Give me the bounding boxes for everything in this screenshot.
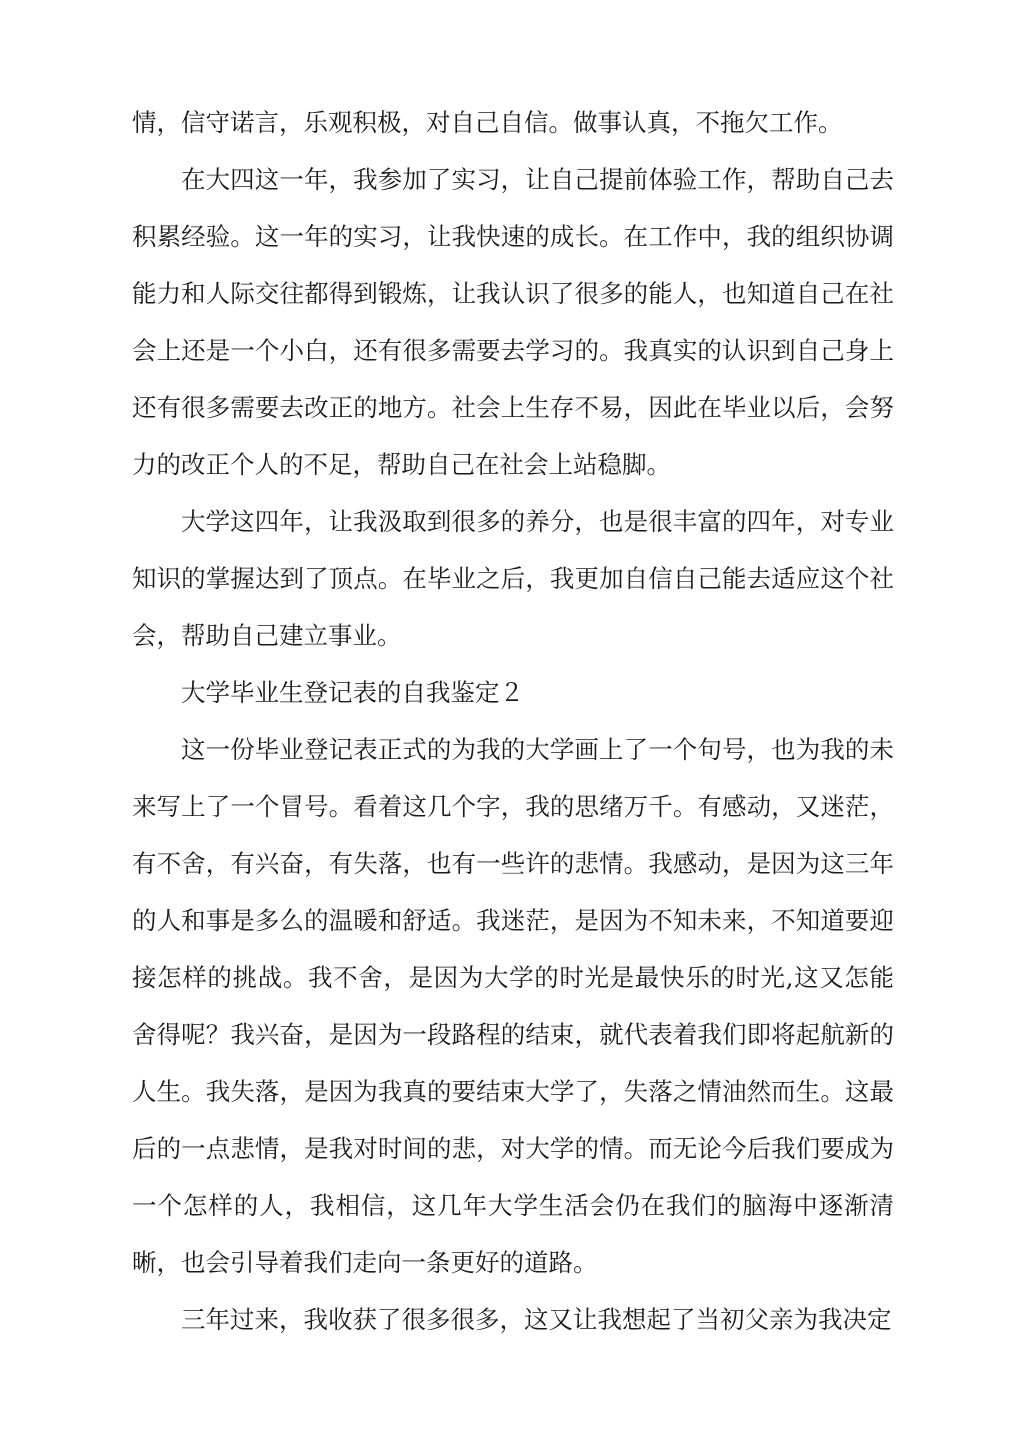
section-heading: 大学毕业生登记表的自我鉴定２ bbox=[181, 678, 524, 707]
paragraph-three-years: 三年过来，我收获了很多很多，这又让我想起了当初父亲为我决定 bbox=[181, 1305, 892, 1334]
paragraph-four-years: 大学这四年，让我汲取到很多的养分，也是很丰富的四年，对专业知识的掌握达到了顶点。在毕业之后，我更加自信自己能去适应这个社会，帮助自己建立事业。 bbox=[132, 507, 894, 650]
paragraph-continuation: 情，信守诺言，乐观积极，对自己自信。做事认真，不拖欠工作。 bbox=[132, 108, 843, 137]
document-body bbox=[132, 94, 894, 1348]
paragraph-internship: 在大四这一年，我参加了实习，让自己提前体验工作，帮助自己去积累经验。这一年的实习，让我快速的成长。在工作中，我的组织协调能力和人际交往都得到锻炼，让我认识了很多的能人，也知道自己在社会上还是一个小白，还有很多需要去学习的。我真实的认识到自己身上还有很多需要去改正的地方。社会上生存不易，因此在毕业以后，会努力的改正个人的不足，帮助自己在社会上站稳脚。 bbox=[132, 165, 894, 479]
paragraph-registration-form: 这一份毕业登记表正式的为我的大学画上了一个句号，也为我的未来写上了一个冒号。看着这几个字，我的思绪万千。有感动，又迷茫，有不舍，有兴奋，有失落，也有一些许的悲情。我感动，是因为这三年的人和事是多么的温暖和舒适。我迷茫，是因为不知未来，不知道要迎接怎样的挑战。我不舍，是因为大学的时光是最快乐的时光,这又怎能舍得呢？我兴奋，是因为一段路程的结束，就代表着我们即将起航新的人生。我失落，是因为我真的要结束大学了，失落之情油然而生。这最后的一点悲情，是我对时间的悲，对大学的情。而无论今后我们要成为一个怎样的人，我相信，这几年大学生活会仍在我们的脑海中逐渐清晰，也会引导着我们走向一条更好的道路。 bbox=[132, 735, 894, 1277]
